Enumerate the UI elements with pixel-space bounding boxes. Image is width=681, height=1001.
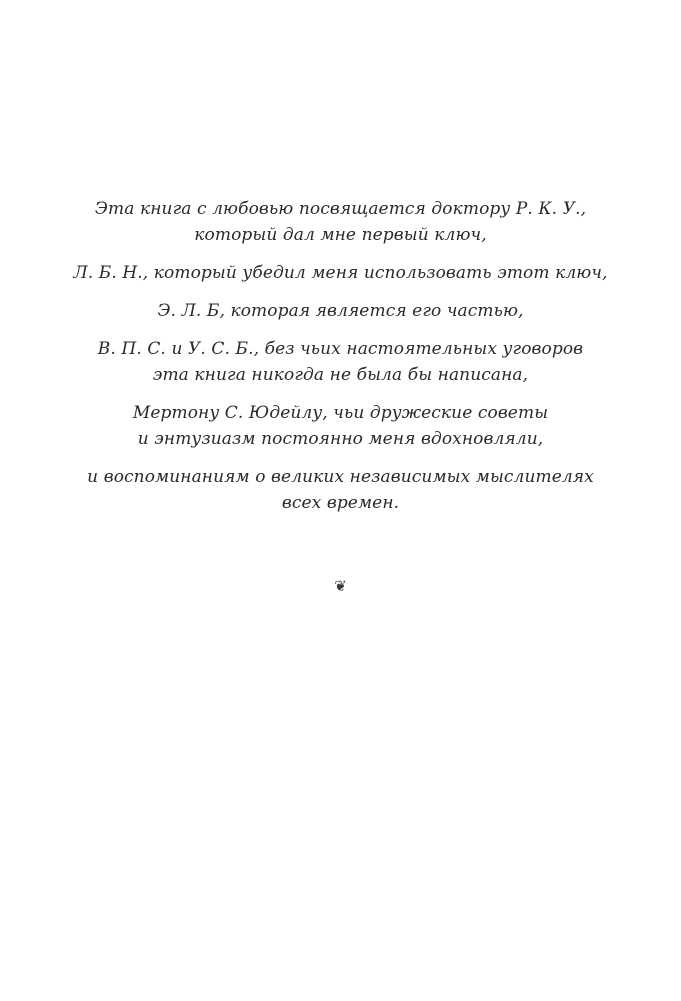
dedication-paragraph-4 (60, 336, 621, 388)
dedication-paragraph-2 (60, 260, 621, 286)
dedication-line: Мертону С. Юдейлу, чьи дружеские советы (132, 403, 549, 423)
dedication-line: и энтузиазм постоянно меня вдохновляли, (137, 429, 544, 449)
dedication-paragraph-3 (60, 298, 621, 324)
dedication-paragraph-6 (60, 464, 621, 516)
dedication-line: эта книга никогда не была бы написана, (152, 365, 529, 385)
dedication-line: всех времен. (281, 493, 400, 513)
dedication-paragraph-1 (60, 196, 621, 248)
fleuron-ornament-icon (0, 577, 681, 595)
dedication-line: и воспоминаниям о великих независимых мыслителях (87, 467, 594, 487)
dedication-line: В. П. С. и У. С. Б., без чьих настоятельных уговоров (97, 339, 584, 359)
dedication-text (60, 196, 621, 528)
dedication-line: который дал мне первый ключ, (194, 225, 487, 245)
dedication-paragraph-5 (60, 400, 621, 452)
dedication-line: Э. Л. Б, которая является его частью, (157, 301, 524, 321)
dedication-line: Л. Б. Н., который убедил меня использовать этот ключ, (73, 263, 608, 283)
dedication-line: Эта книга с любовью посвящается доктору Р. К. У., (94, 199, 587, 219)
ornament-glyph: ❦ (334, 577, 347, 595)
